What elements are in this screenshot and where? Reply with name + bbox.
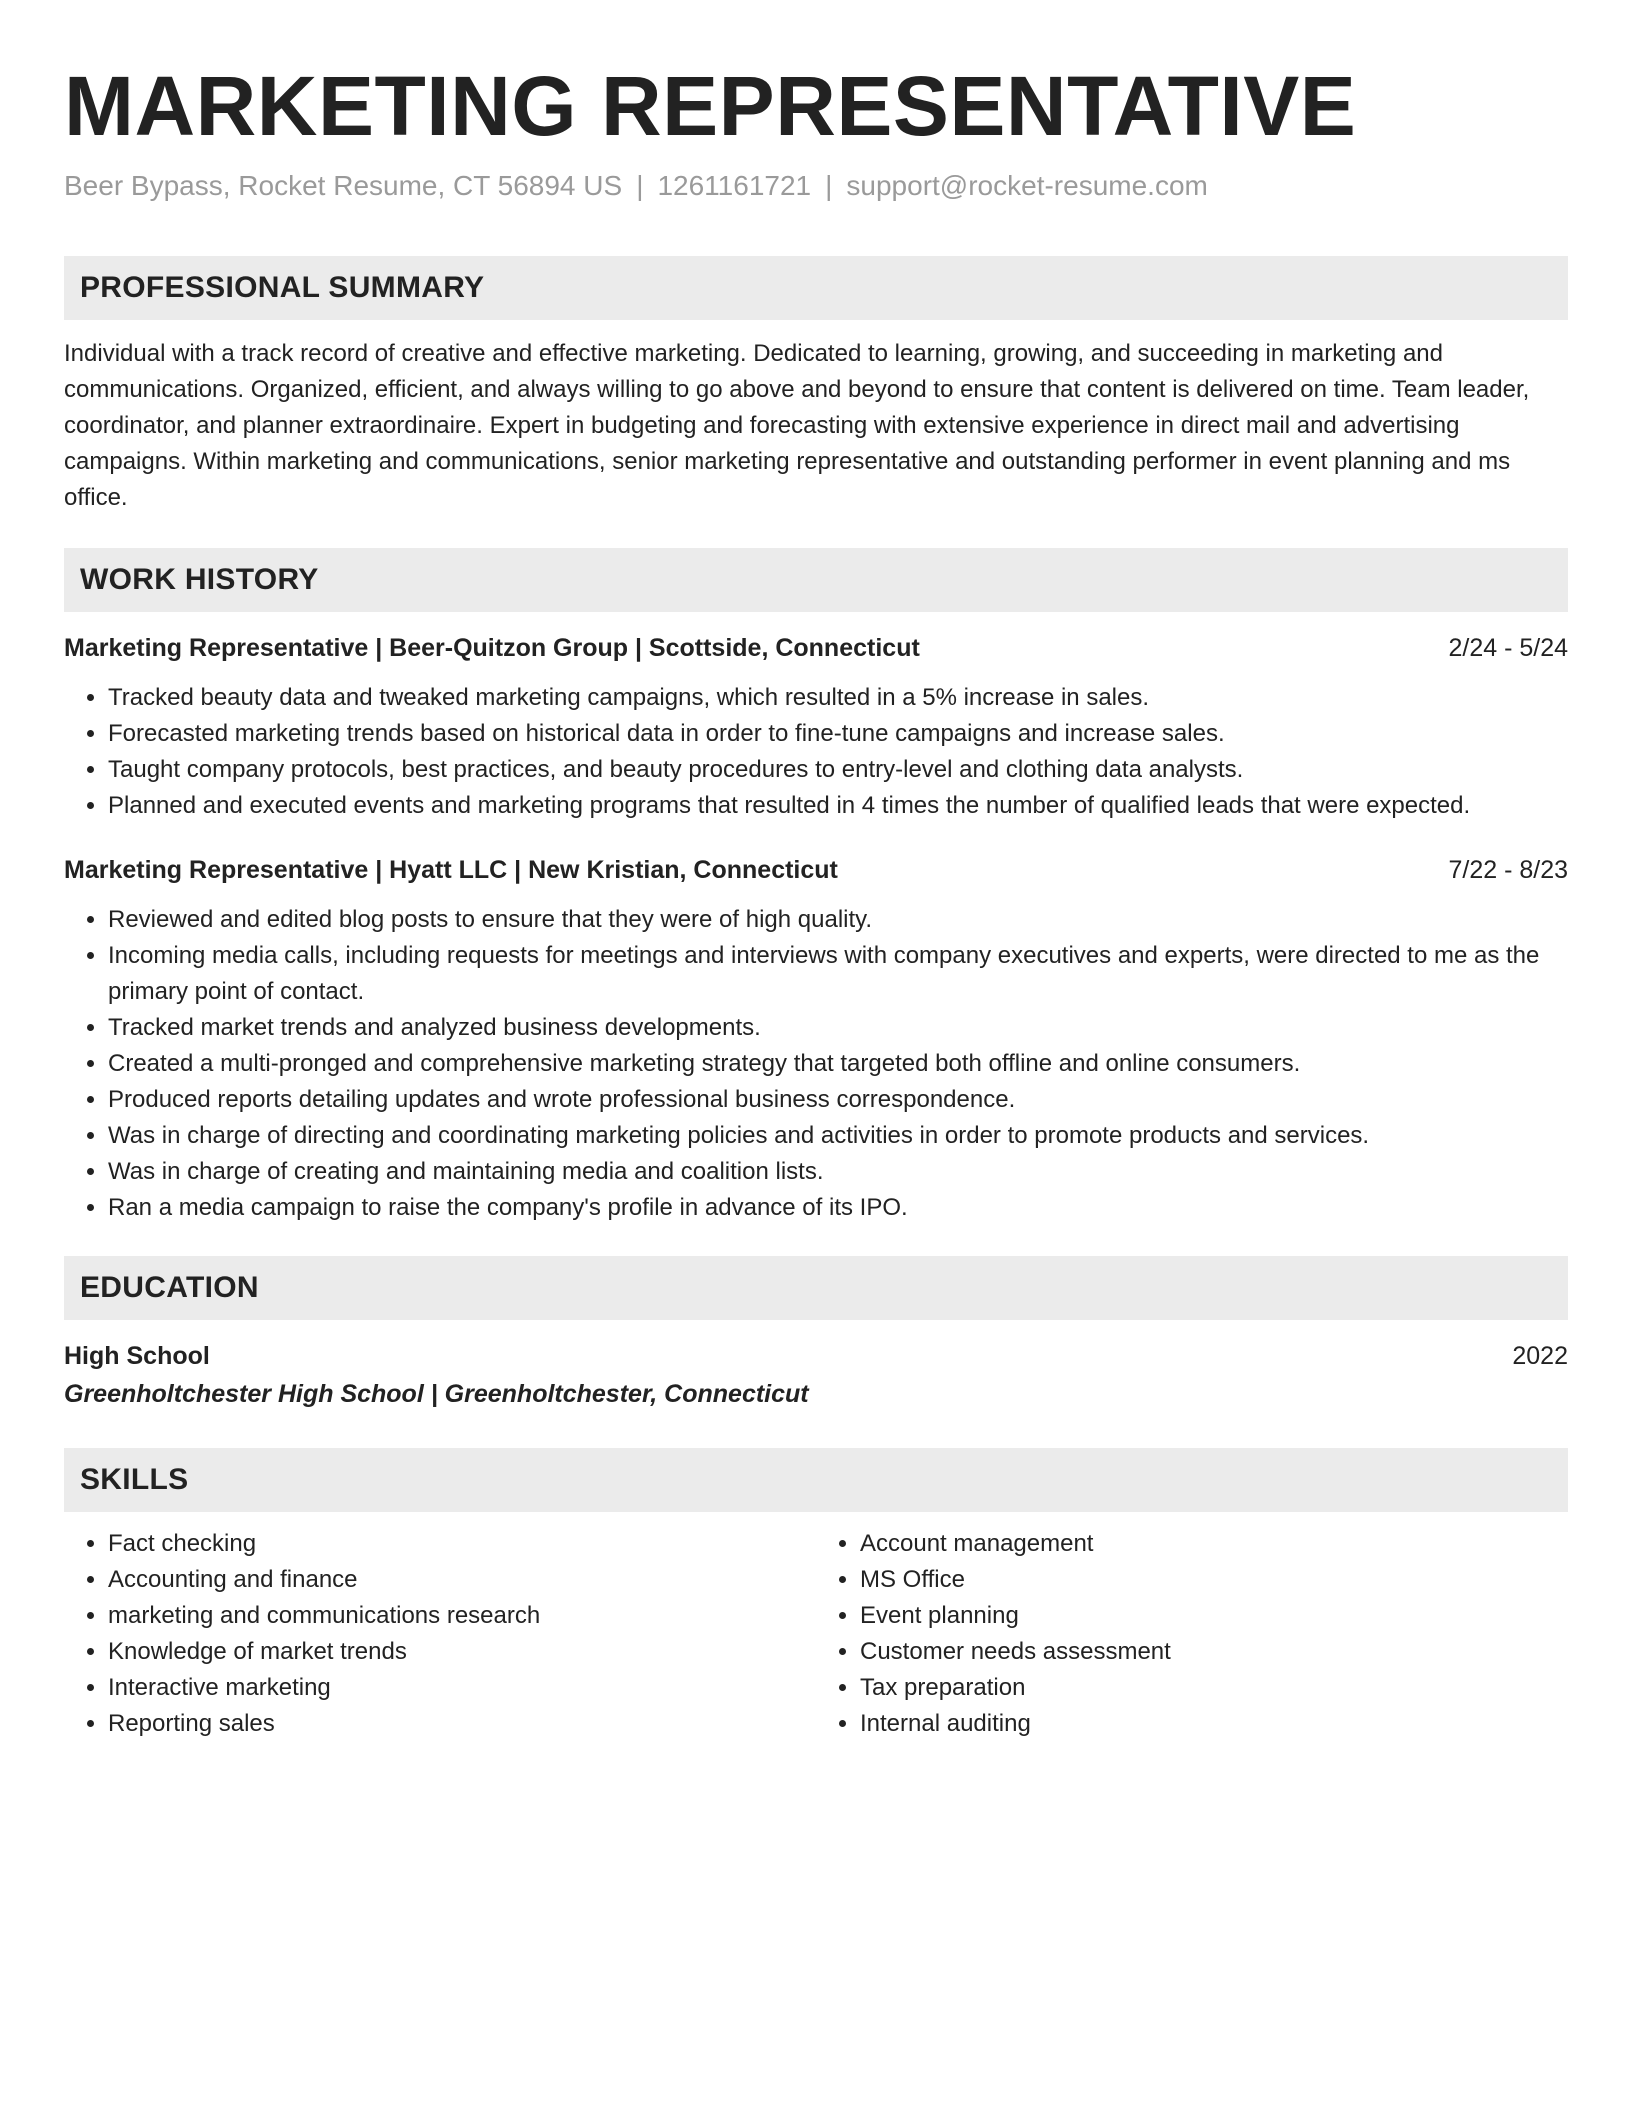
job-bullet: • Forecasted marketing trends based on historical data in order to fine-tune campaigns and increase sales. — [108, 716, 1568, 752]
job-bullet: • Produced reports detailing updates and wrote professional business correspondence. — [108, 1082, 1568, 1118]
skill-item: • Internal auditing — [860, 1706, 1568, 1742]
job-bullet: • Created a multi-pronged and comprehensive marketing strategy that targeted both offline and online consumers. — [108, 1046, 1568, 1082]
contact-separator: | — [825, 170, 833, 201]
contact-line — [64, 168, 1568, 204]
skill-item: • Event planning — [860, 1598, 1568, 1634]
contact-address: Beer Bypass, Rocket Resume, CT 56894 US — [64, 170, 623, 201]
skills-list-left — [64, 1526, 816, 1742]
skill-item: • Accounting and finance — [108, 1562, 816, 1598]
skill-item: • Reporting sales — [108, 1706, 816, 1742]
job-dates: 7/22 - 8/23 — [1448, 856, 1568, 884]
skill-item: • Knowledge of market trends — [108, 1634, 816, 1670]
education-degree: High School — [64, 1342, 210, 1370]
job-bullet: • Tracked beauty data and tweaked marketing campaigns, which resulted in a 5% increase in sales. — [108, 680, 1568, 716]
skill-item: • marketing and communications research — [108, 1598, 816, 1634]
skills-heading: SKILLS — [64, 1448, 1568, 1512]
resume-name: MARKETING REPRESENTATIVE — [64, 59, 1357, 153]
job-bullet: • Tracked market trends and analyzed business developments. — [108, 1010, 1568, 1046]
job-dates: 2/24 - 5/24 — [1448, 634, 1568, 662]
education-heading: EDUCATION — [64, 1256, 1568, 1320]
education-school: Greenholtchester High School | Greenholtchester, Connecticut — [64, 1380, 809, 1408]
job-title: Marketing Representative | Beer-Quitzon Group | Scottside, Connecticut — [64, 634, 920, 662]
summary-text: Individual with a track record of creative and effective marketing. Dedicated to learning, growing, and succeeding in marketing and communications. Organized, efficient, and always willing to go above and beyond to ensure that content is delivered on time. Team leader, coordinator, and planner extraordinaire. Expert in budgeting and forecasting with extensive experience in direct mail and advertising campaigns. Within marketing and communications, senior marketing representative and outstanding performer in event planning and ms office. — [64, 340, 1530, 511]
job-bullet: • Was in charge of directing and coordinating marketing policies and activities in order to promote products and services. — [108, 1118, 1568, 1154]
skill-item: • Interactive marketing — [108, 1670, 816, 1706]
job-header — [64, 630, 1568, 666]
job-header — [64, 852, 1568, 888]
education-year: 2022 — [1512, 1342, 1568, 1370]
summary-heading: PROFESSIONAL SUMMARY — [64, 256, 1568, 320]
work-history-heading: WORK HISTORY — [64, 548, 1568, 612]
contact-separator: | — [636, 170, 644, 201]
job-bullet-list — [64, 902, 1568, 1226]
job-title: Marketing Representative | Hyatt LLC | New Kristian, Connecticut — [64, 856, 838, 884]
job-bullet-list — [64, 680, 1568, 824]
skill-item: • Tax preparation — [860, 1670, 1568, 1706]
job-bullet: • Ran a media campaign to raise the company's profile in advance of its IPO. — [108, 1190, 1568, 1226]
job-bullet: • Planned and executed events and marketing programs that resulted in 4 times the number of qualified leads that were expected. — [108, 788, 1568, 824]
skill-item: • Fact checking — [108, 1526, 816, 1562]
job-bullet: • Reviewed and edited blog posts to ensure that they were of high quality. — [108, 902, 1568, 938]
contact-phone: 1261161721 — [657, 170, 812, 201]
education-row — [64, 1338, 1568, 1374]
skill-item: • MS Office — [860, 1562, 1568, 1598]
skill-item: • Customer needs assessment — [860, 1634, 1568, 1670]
skill-item: • Account management — [860, 1526, 1568, 1562]
job-bullet: • Taught company protocols, best practices, and beauty procedures to entry-level and clothing data analysts. — [108, 752, 1568, 788]
job-bullet: • Incoming media calls, including requests for meetings and interviews with company executives and experts, were directed to me as the primary point of contact. — [108, 938, 1568, 1010]
skills-columns — [64, 1526, 1568, 1742]
job-bullet: • Was in charge of creating and maintaining media and coalition lists. — [108, 1154, 1568, 1190]
skills-list-right — [816, 1526, 1568, 1742]
contact-email: support@rocket-resume.com — [846, 170, 1208, 201]
